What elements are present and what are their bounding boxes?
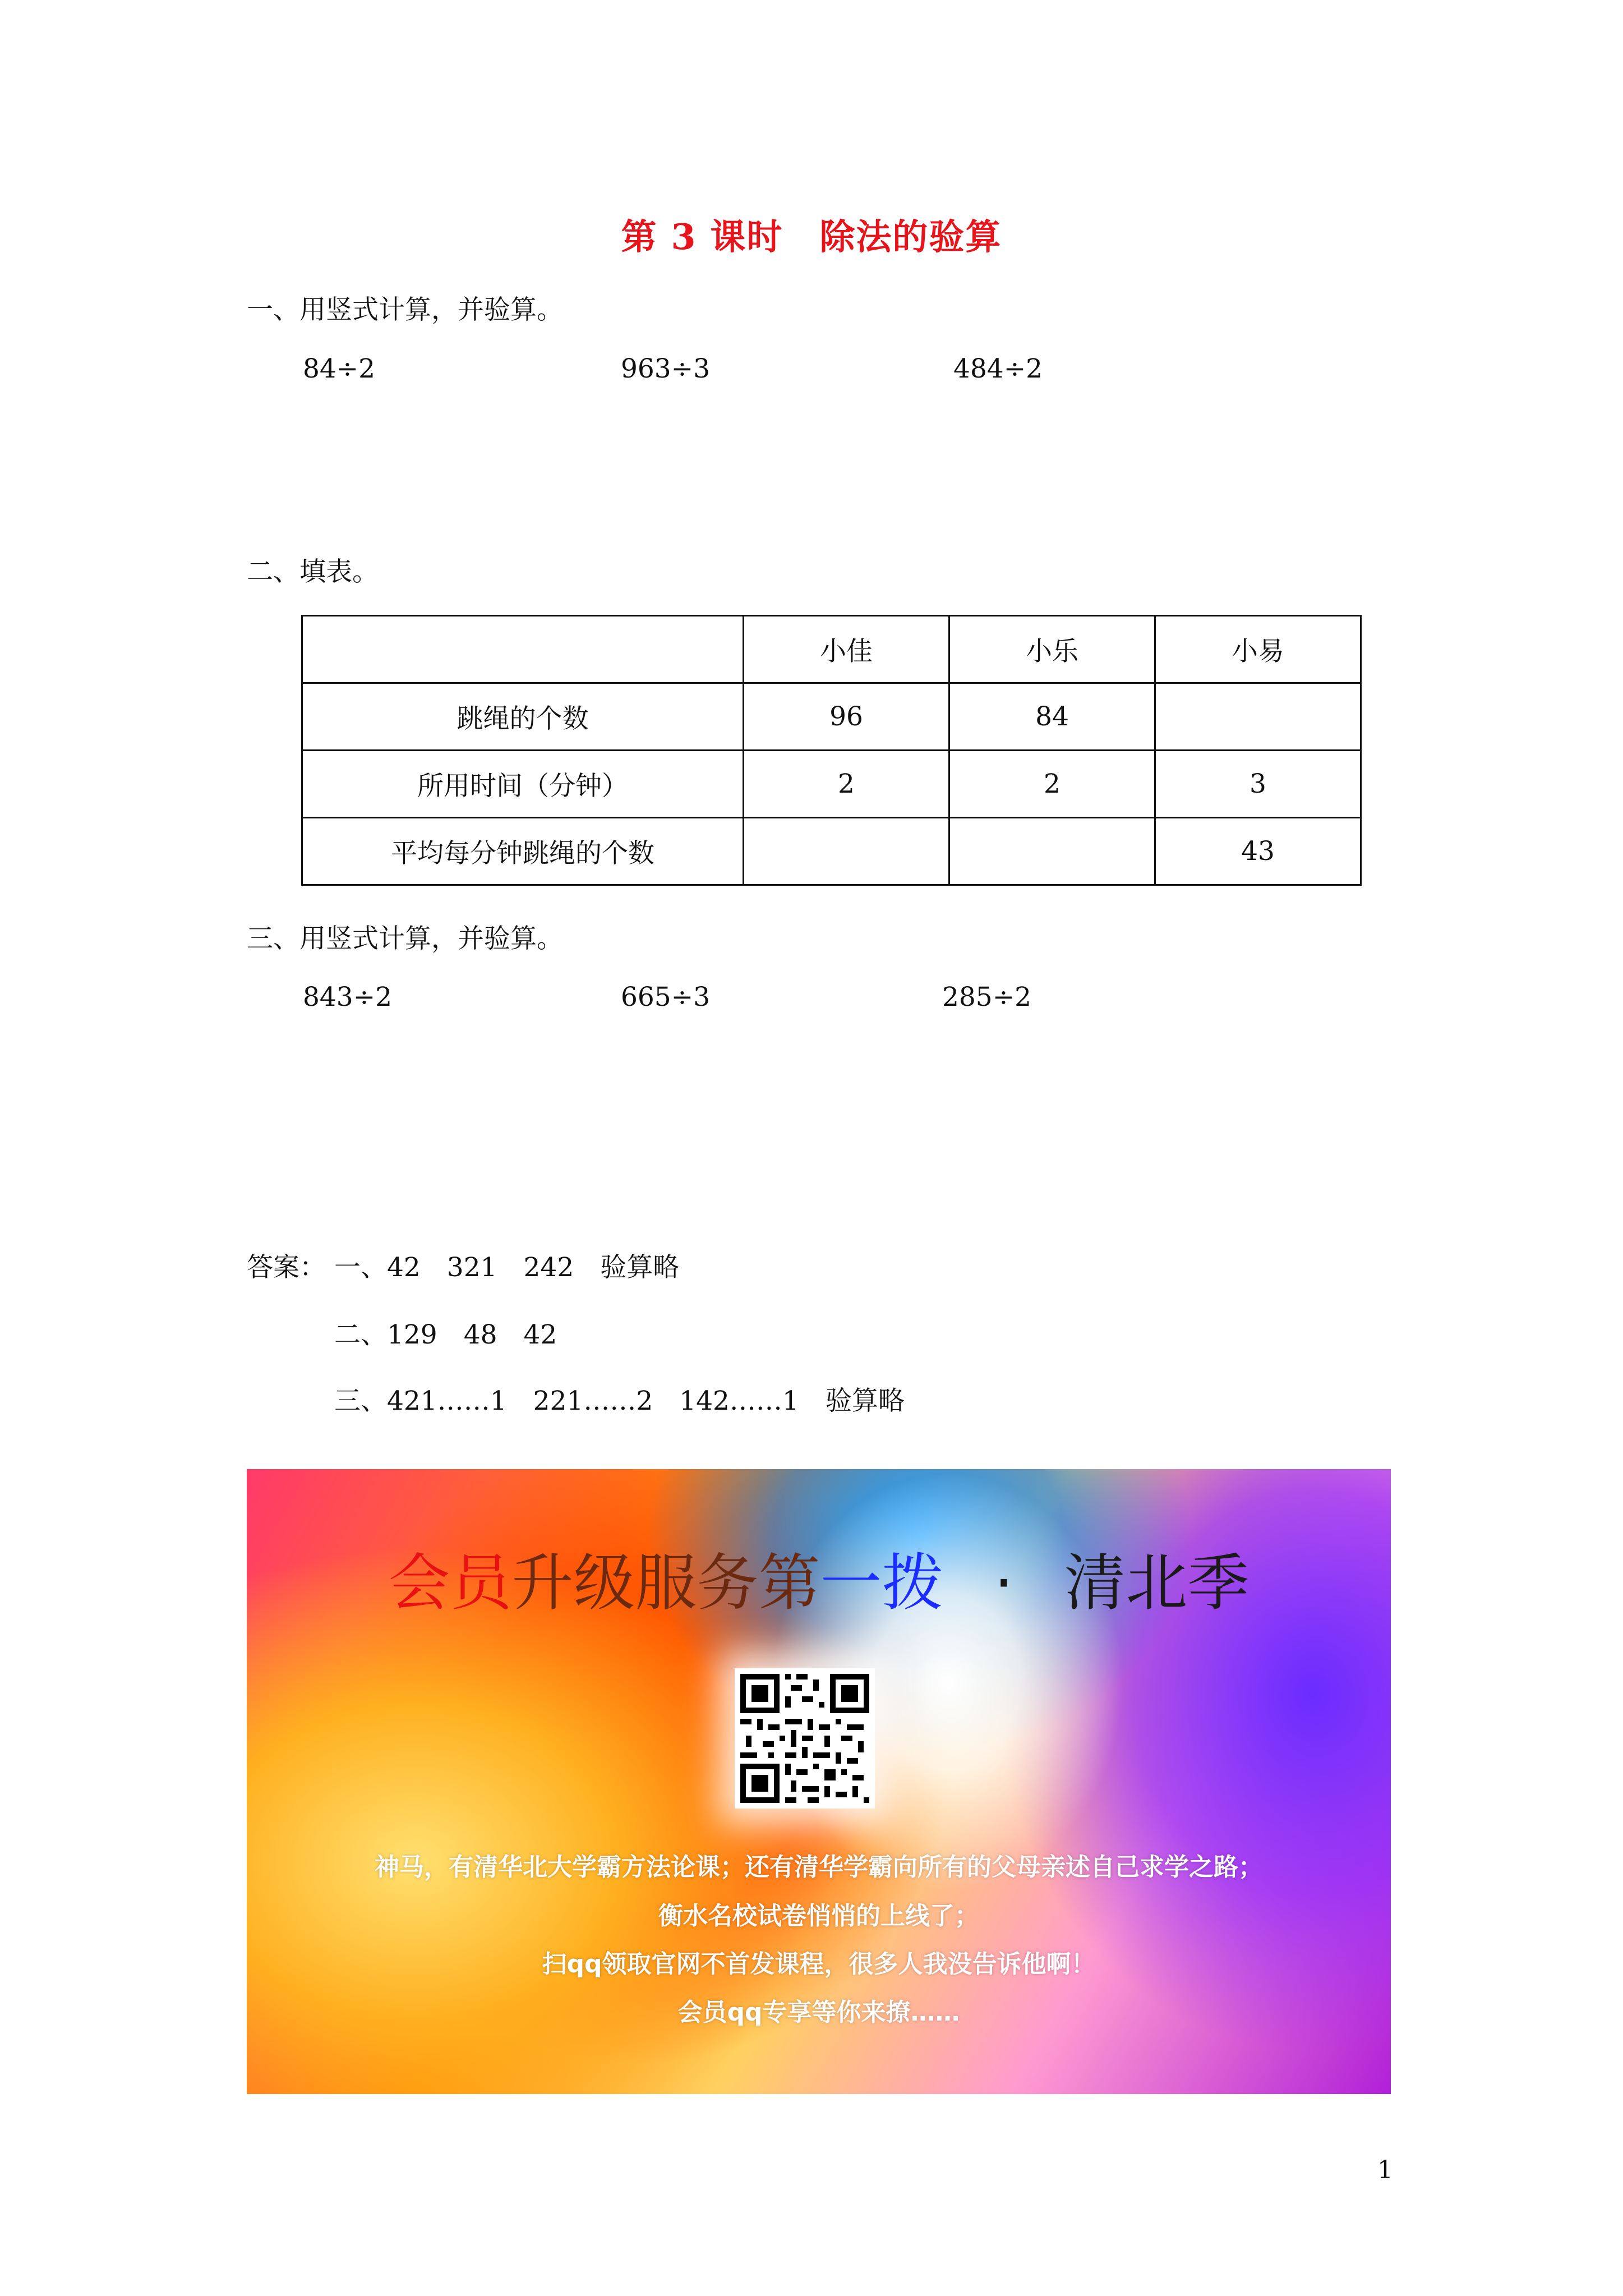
table-cell bbox=[744, 818, 949, 885]
banner-line-3: 扫qq领取官网不首发课程，很多人我没告诉他啊！ bbox=[542, 1950, 1096, 1978]
section3-problem-1: 843÷2 bbox=[303, 982, 392, 1013]
banner-title-red: 会员 bbox=[388, 1547, 512, 1619]
table-cell: 所用时间（分钟） bbox=[302, 751, 744, 818]
answers-line-3: 三、421……1 221……2 142……1 验算略 bbox=[334, 1386, 905, 1416]
page-number: 1 bbox=[1377, 2156, 1393, 2184]
section3-problem-2: 665÷3 bbox=[621, 982, 710, 1013]
table-row bbox=[302, 683, 1361, 751]
table-header-cell: 小乐 bbox=[949, 616, 1155, 683]
table-header-row bbox=[302, 616, 1361, 683]
table-header-cell bbox=[302, 616, 744, 683]
banner-title-separator: · bbox=[994, 1547, 1014, 1619]
table-row bbox=[302, 818, 1361, 885]
table-cell: 84 bbox=[949, 683, 1155, 751]
table-header-cell: 小佳 bbox=[744, 616, 949, 683]
qr-code-icon[interactable] bbox=[735, 1668, 875, 1809]
banner-title bbox=[247, 1534, 1391, 1622]
jump-rope-table bbox=[301, 615, 1362, 886]
page-title: 第 3 课时 除法的验算 bbox=[621, 216, 1002, 257]
answers-line-1: 一、42 321 242 验算略 bbox=[334, 1252, 680, 1283]
banner-title-orange: 升级服务第 bbox=[511, 1547, 820, 1619]
table-cell: 2 bbox=[949, 751, 1155, 818]
table-cell: 3 bbox=[1155, 751, 1361, 818]
section3-problem-3: 285÷2 bbox=[942, 982, 1031, 1013]
table-cell: 平均每分钟跳绳的个数 bbox=[302, 818, 744, 885]
banner-title-blue: 一拨 bbox=[820, 1547, 944, 1619]
table-row bbox=[302, 751, 1361, 818]
banner-line-1: 神马，有清华北大学霸方法论课；还有清华学霸向所有的父母亲述自己求学之路； bbox=[375, 1853, 1263, 1881]
table-cell bbox=[949, 818, 1155, 885]
section3-heading: 三、用竖式计算，并验算。 bbox=[247, 923, 563, 954]
table-cell: 2 bbox=[744, 751, 949, 818]
banner-title-dark: 清北季 bbox=[1064, 1547, 1249, 1619]
table-cell: 43 bbox=[1155, 818, 1361, 885]
banner-line-2: 衡水名校试卷悄悄的上线了； bbox=[658, 1902, 979, 1930]
section1-problem-2: 963÷3 bbox=[621, 353, 710, 384]
banner-line-4: 会员qq专享等你来撩…… bbox=[677, 1998, 960, 2027]
section1-heading: 一、用竖式计算，并验算。 bbox=[247, 295, 563, 325]
table-cell bbox=[1155, 683, 1361, 751]
table-cell: 跳绳的个数 bbox=[302, 683, 744, 751]
answers-line-2: 二、129 48 42 bbox=[334, 1319, 557, 1350]
section2-heading: 二、填表。 bbox=[247, 556, 379, 587]
section1-problem-1: 84÷2 bbox=[303, 353, 376, 384]
answers-label: 答案： bbox=[247, 1252, 326, 1283]
table-cell: 96 bbox=[744, 683, 949, 751]
section1-problem-3: 484÷2 bbox=[953, 353, 1043, 384]
table-header-cell: 小易 bbox=[1155, 616, 1361, 683]
promo-banner[interactable] bbox=[247, 1469, 1391, 2094]
